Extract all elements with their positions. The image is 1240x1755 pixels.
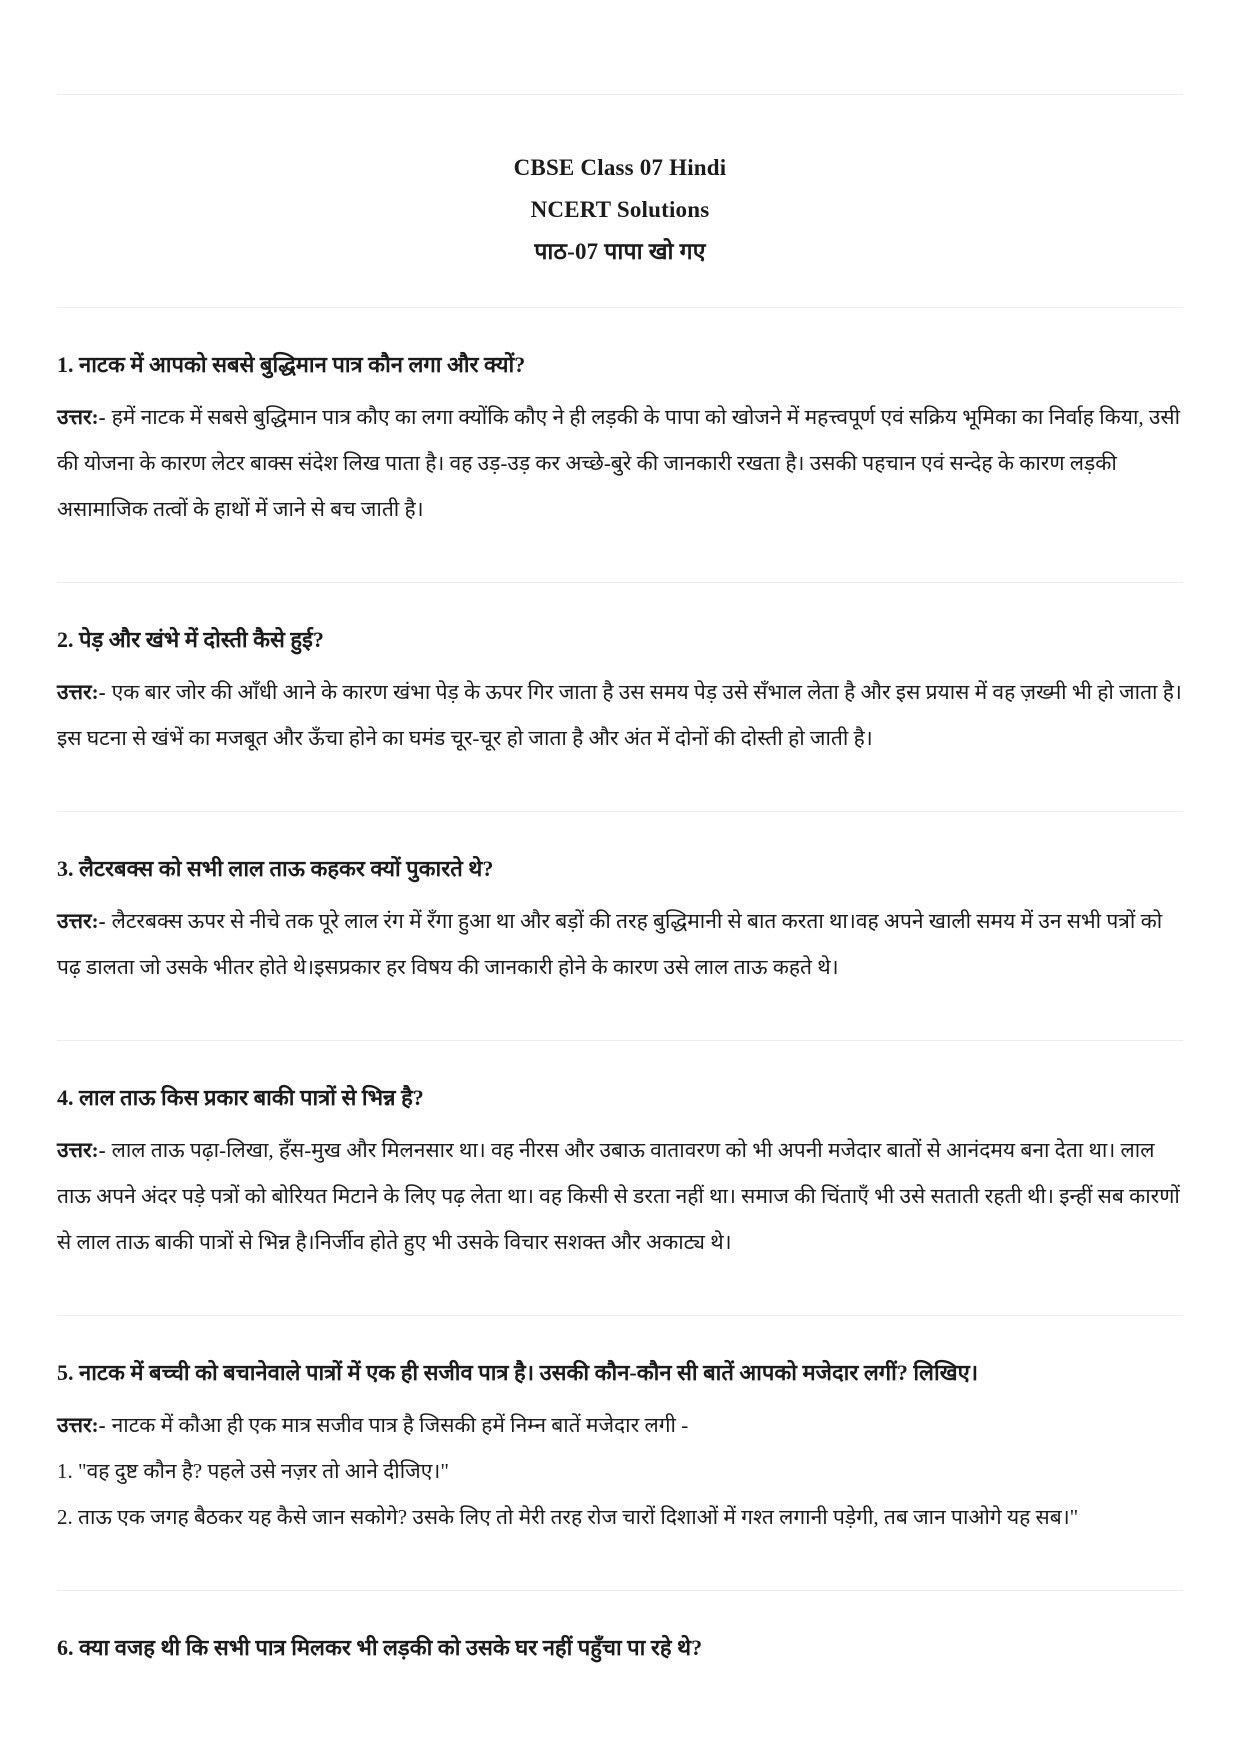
answer-text-5: नाटक में कौआ ही एक मात्र सजीव पात्र है जिसकी हमें निम्न बातें मजेदार लगी -	[111, 1413, 689, 1437]
doc-title-chapter: पाठ-07 पापा खो गए	[534, 239, 706, 264]
answer-text-1: हमें नाटक में सबसे बुद्धिमान पात्र कौए का लगा क्योंकि कौए ने ही लड़की के पापा को खोजने में महत्त्वपूर्ण एवं सक्रिय भूमिका का निर्वाह किया, उसी की योजना के कारण लेटर बाक्स संदेश लिख पाता है। वह उड़-उड़ कर अच्छे-बुरे की जानकारी रखता है। उसकी पहचान एवं सन्देह के कारण लड़की असामाजिक तत्वों के हाथों में जाने से बच जाती है।	[57, 405, 1181, 521]
qa-section-1	[57, 307, 1183, 582]
answer-5-point-2: 2. ताऊ एक जगह बैठकर यह कैसे जान सकोगे? उसके लिए तो मेरी तरह रोज चारों दिशाओं में गश्त लगानी पड़ेगी, तब जान पाओगे यह सब।"	[57, 1505, 1079, 1529]
question-5: 5. नाटक में बच्ची को बचानेवाले पात्रों में एक ही सजीव पात्र है। उसकी कौन-कौन सी बातें आपको मजेदार लगीं? लिखिए।	[57, 1360, 979, 1385]
question-1: 1. नाटक में आपको सबसे बुद्धिमान पात्र कौन लगा और क्यों?	[57, 352, 526, 377]
answer-5	[57, 1402, 1183, 1448]
answer-label-2: उत्तर:-	[57, 680, 106, 704]
qa-section-2	[57, 582, 1183, 811]
answer-text-4: लाल ताऊ पढ़ा-लिखा, हँस-मुख और मिलनसार था। वह नीरस और उबाऊ वातावरण को भी अपनी मजेदार बातों से आनंदमय बना देता था। लाल ताऊ अपने अंदर पड़े पत्रों को बोरियत मिटाने के लिए पढ़ लेता था। वह किसी से डरता नहीं था। समाज की चिंताएँ भी उसे सताती रहती थी। इन्हीं सब कारणों से लाल ताऊ बाकी पात्रों से भिन्न है।निर्जीव होते हुए भी उसके विचार सशक्त और अकाट्य थे।	[57, 1138, 1180, 1254]
qa-section-6	[57, 1590, 1183, 1671]
qa-section-3	[57, 811, 1183, 1040]
top-margin	[0, 0, 1240, 94]
question-6: 6. क्या वजह थी कि सभी पात्र मिलकर भी लड़की को उसके घर नहीं पहुँचा पा रहे थे?	[57, 1635, 703, 1660]
question-2: 2. पेड़ और खंभे में दोस्ती कैसे हुई?	[57, 627, 324, 652]
answer-5-point-1: 1. "वह दुष्ट कौन है? पहले उसे नज़र तो आने दीजिए।"	[57, 1459, 449, 1483]
answer-text-3: लैटरबक्स ऊपर से नीचे तक पूरे लाल रंग में रँगा हुआ था और बड़ों की तरह बुद्धिमानी से बात करता था।वह अपने खाली समय में उन सभी पत्रों को पढ़ डालता जो उसके भीतर होते थे।इसप्रकार हर विषय की जानकारी होने के कारण उसे लाल ताऊ कहते थे।	[57, 909, 1163, 979]
qa-section-5	[57, 1315, 1183, 1590]
answer-text-2: एक बार जोर की आँधी आने के कारण खंभा पेड़ के ऊपर गिर जाता है उस समय पेड़ उसे सँभाल लेता है और इस प्रयास में वह ज़ख्मी भी हो जाता है। इस घटना से खंभें का मजबूत और ऊँचा होने का घमंड चूर-चूर हो जाता है और अंत में दोनों की दोस्ती हो जाती है।	[57, 680, 1182, 750]
doc-title-course: CBSE Class 07 Hindi	[513, 155, 727, 180]
question-4: 4. लाल ताऊ किस प्रकार बाकी पात्रों से भिन्न है?	[57, 1085, 424, 1110]
answer-label-5: उत्तर:-	[57, 1413, 106, 1437]
answer-3	[57, 898, 1183, 990]
answer-label-1: उत्तर:-	[57, 405, 106, 429]
answer-label-3: उत्तर:-	[57, 909, 106, 933]
document-header	[0, 95, 1240, 307]
answer-1	[57, 394, 1183, 532]
answer-label-4: उत्तर:-	[57, 1138, 106, 1162]
answer-2	[57, 669, 1183, 761]
answer-4	[57, 1127, 1183, 1265]
doc-title-solutions: NCERT Solutions	[530, 197, 710, 222]
qa-section-4	[57, 1040, 1183, 1315]
question-3: 3. लैटरबक्स को सभी लाल ताऊ कहकर क्यों पुकारते थे?	[57, 856, 494, 881]
